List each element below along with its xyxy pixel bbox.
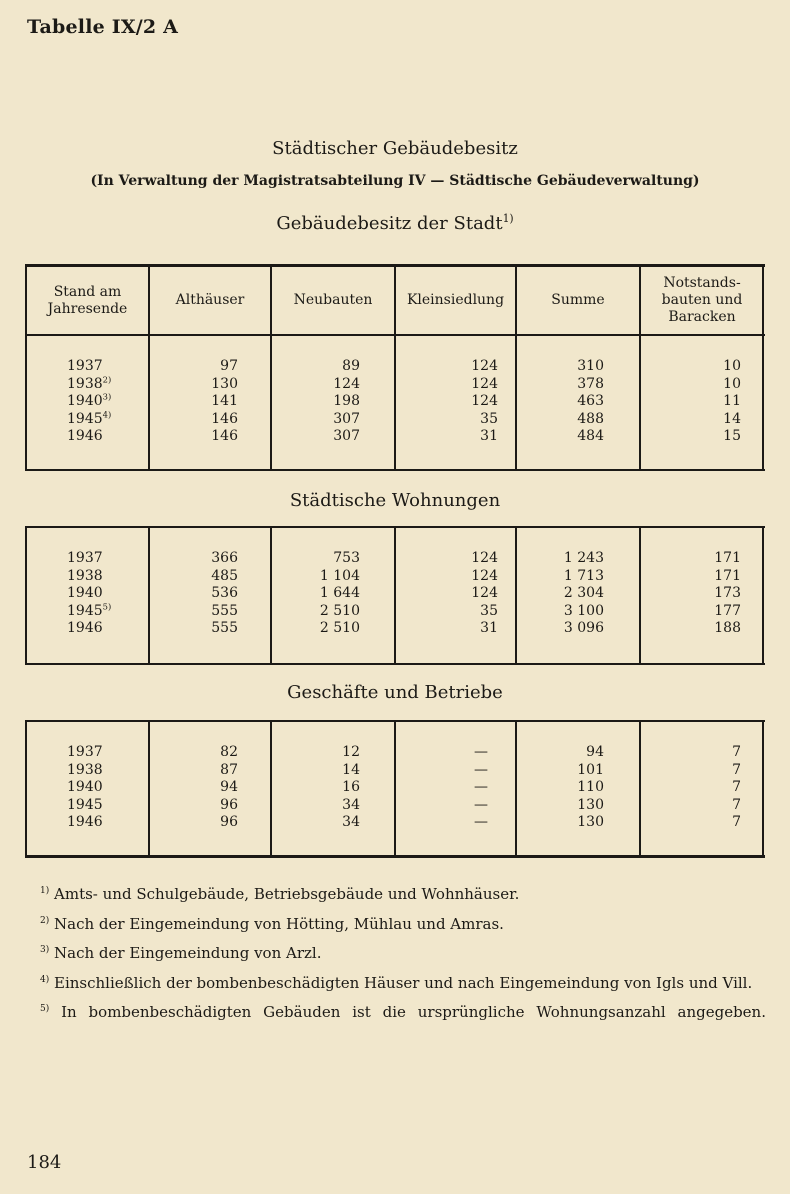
row-neu-value: 34 bbox=[342, 796, 360, 813]
row-neu-value: 1 104 bbox=[319, 567, 360, 584]
row-year-value: 1946 bbox=[67, 620, 103, 637]
row-not-value: 11 bbox=[723, 393, 741, 410]
row-summe-value: 3 096 bbox=[563, 620, 604, 637]
footnote-mark: 1) bbox=[40, 886, 50, 896]
row-klein-value: 124 bbox=[471, 585, 498, 602]
footnote-mark: 2) bbox=[40, 915, 50, 926]
row-klein-value: 35 bbox=[480, 410, 498, 427]
section-title-footnote-mark: 1) bbox=[502, 212, 514, 225]
row-not-value: 10 bbox=[723, 358, 741, 374]
footnote-text: Einschließlich der bombenbeschädigten Häuser und nach Eingemeindung von Igls und Vill. bbox=[49, 973, 753, 992]
row-year-value: 1937 bbox=[67, 550, 103, 566]
row-klein-value: — bbox=[474, 779, 488, 796]
row-year-value: 1940 bbox=[67, 585, 103, 602]
row-alt-value: 536 bbox=[211, 585, 238, 602]
column-header: Notstands- bauten und Baracken bbox=[661, 275, 743, 325]
section-band-title: Städtische Wohnungen bbox=[289, 490, 501, 511]
row-neu-value: 124 bbox=[333, 375, 360, 392]
row-klein-value: 124 bbox=[471, 393, 498, 410]
row-year bbox=[67, 603, 111, 620]
row-klein-value: 31 bbox=[480, 620, 498, 637]
footnote-mark: 3) bbox=[40, 945, 50, 955]
row-year bbox=[67, 814, 103, 831]
row-alt-value: 96 bbox=[220, 796, 238, 813]
row-alt-value: 146 bbox=[211, 410, 238, 427]
row-footnote-mark: 4) bbox=[102, 409, 112, 420]
row-summe-value: 3 100 bbox=[563, 602, 604, 619]
column-header: Kleinsiedlung bbox=[406, 292, 505, 308]
row-summe-value: 94 bbox=[586, 744, 604, 760]
row-not-value: 7 bbox=[732, 779, 741, 796]
row-neu-value: 1 644 bbox=[319, 585, 360, 602]
row-year bbox=[67, 373, 112, 393]
row-year-value: 1940 bbox=[67, 393, 103, 410]
row-neu-value: 16 bbox=[342, 779, 360, 796]
row-year bbox=[67, 762, 103, 779]
section-title bbox=[0, 213, 790, 234]
row-summe-value: 378 bbox=[577, 375, 604, 392]
row-alt-value: 146 bbox=[211, 428, 238, 445]
row-summe-value: 488 bbox=[577, 410, 604, 427]
column-rule bbox=[762, 720, 764, 857]
row-year bbox=[67, 744, 103, 761]
row-year-value: 1945 bbox=[67, 796, 103, 813]
row-alt-value: 485 bbox=[211, 567, 238, 584]
footnotes bbox=[40, 880, 770, 1028]
row-alt-value: 96 bbox=[220, 814, 238, 831]
page-subtitle: (In Verwaltung der Magistratsabteilung IV — Städtische Gebäudeverwaltung) bbox=[90, 173, 700, 189]
row-summe-value: 101 bbox=[577, 761, 604, 778]
row-year-value: 1938 bbox=[67, 375, 103, 392]
row-neu-value: 2 510 bbox=[319, 620, 360, 637]
row-year-value: 1945 bbox=[67, 410, 103, 427]
footnote bbox=[40, 969, 770, 999]
row-alt-value: 87 bbox=[220, 761, 238, 778]
row-year bbox=[67, 620, 103, 637]
row-neu-value: 34 bbox=[342, 814, 360, 831]
row-year bbox=[67, 393, 111, 410]
row-year-value: 1946 bbox=[67, 428, 103, 445]
row-not-value: 7 bbox=[732, 761, 741, 778]
row-klein-value: 124 bbox=[471, 567, 498, 584]
row-footnote-mark: 3) bbox=[102, 391, 112, 402]
row-not-value: 7 bbox=[732, 744, 741, 760]
row-footnote-mark: 5) bbox=[102, 601, 112, 612]
column-header: Stand am Jahresende bbox=[47, 283, 128, 317]
row-klein-value: 35 bbox=[480, 602, 498, 619]
row-year bbox=[67, 428, 103, 445]
row-neu-value: 307 bbox=[333, 410, 360, 427]
row-neu-value: 12 bbox=[342, 744, 360, 760]
row-year bbox=[67, 411, 111, 428]
column-rule bbox=[394, 526, 396, 665]
row-footnote-mark: 2) bbox=[102, 373, 112, 384]
row-alt-value: 94 bbox=[220, 779, 238, 796]
row-summe-value: 1 243 bbox=[563, 550, 604, 566]
row-year-value: 1937 bbox=[67, 744, 103, 760]
row-not-value: 7 bbox=[732, 796, 741, 813]
row-year bbox=[67, 568, 103, 585]
column-header: Althäuser bbox=[175, 292, 245, 308]
row-alt-value: 366 bbox=[211, 550, 238, 566]
data-table bbox=[25, 264, 765, 857]
row-klein-value: 124 bbox=[471, 375, 498, 392]
footnote bbox=[40, 998, 766, 1028]
row-year bbox=[67, 358, 103, 375]
row-neu-value: 307 bbox=[333, 428, 360, 445]
row-not-value: 7 bbox=[732, 814, 741, 831]
row-year-value: 1945 bbox=[67, 602, 103, 619]
row-summe-value: 130 bbox=[577, 796, 604, 813]
column-header: Summe bbox=[551, 292, 605, 308]
row-summe-value: 484 bbox=[577, 428, 604, 445]
footnote-text: Nach der Eingemeindung von Hötting, Mühlau und Amras. bbox=[49, 914, 504, 933]
row-alt-value: 555 bbox=[211, 620, 238, 637]
row-summe-value: 463 bbox=[577, 393, 604, 410]
footnote-text: In bombenbeschädigten Gebäuden ist die ursprüngliche Wohnungsanzahl angegeben. bbox=[49, 1003, 766, 1021]
footnote-mark: 5) bbox=[40, 1004, 50, 1014]
row-summe-value: 1 713 bbox=[563, 567, 604, 584]
table-reference: Tabelle IX/2 A bbox=[27, 16, 179, 38]
row-neu-value: 2 510 bbox=[319, 602, 360, 619]
row-summe-value: 110 bbox=[577, 779, 604, 796]
footnote bbox=[40, 939, 770, 969]
section-band-title: Geschäfte und Betriebe bbox=[287, 682, 503, 703]
row-year bbox=[67, 797, 103, 814]
footnote bbox=[40, 880, 770, 910]
page-number: 184 bbox=[27, 1152, 62, 1173]
row-alt-value: 82 bbox=[220, 744, 238, 760]
page-title: Städtischer Gebäudebesitz bbox=[272, 138, 518, 159]
row-year-value: 1937 bbox=[67, 358, 103, 374]
column-header: Neubauten bbox=[293, 292, 373, 308]
row-neu-value: 753 bbox=[333, 550, 360, 566]
column-rule bbox=[639, 526, 641, 665]
row-not-value: 171 bbox=[714, 567, 741, 584]
row-klein-value: 124 bbox=[471, 550, 498, 566]
row-neu-value: 89 bbox=[342, 358, 360, 374]
row-year-value: 1940 bbox=[67, 779, 103, 796]
row-year-value: 1938 bbox=[67, 761, 103, 778]
row-summe-value: 2 304 bbox=[563, 585, 604, 602]
column-rule bbox=[25, 720, 27, 857]
footnote-mark: 4) bbox=[40, 974, 50, 985]
row-alt-value: 141 bbox=[211, 393, 238, 410]
row-year-value: 1938 bbox=[67, 567, 103, 584]
row-summe-value: 310 bbox=[577, 358, 604, 374]
row-klein-value: — bbox=[474, 761, 488, 778]
row-year bbox=[67, 779, 103, 796]
row-not-value: 188 bbox=[714, 620, 741, 637]
row-alt-value: 130 bbox=[211, 375, 238, 392]
footnote bbox=[40, 910, 770, 940]
row-year-value: 1946 bbox=[67, 814, 103, 831]
column-rule bbox=[25, 526, 27, 665]
row-neu-value: 14 bbox=[342, 761, 360, 778]
row-klein-value: 31 bbox=[480, 428, 498, 445]
row-klein-value: 124 bbox=[471, 358, 498, 374]
row-klein-value: — bbox=[474, 744, 488, 760]
row-klein-value: — bbox=[474, 814, 488, 831]
row-not-value: 10 bbox=[723, 375, 741, 392]
row-year bbox=[67, 585, 103, 602]
row-not-value: 173 bbox=[714, 585, 741, 602]
row-alt-value: 555 bbox=[211, 602, 238, 619]
row-not-value: 177 bbox=[714, 602, 741, 619]
column-rule bbox=[394, 720, 396, 857]
row-neu-value: 198 bbox=[333, 393, 360, 410]
section-title-text: Gebäudebesitz der Stadt bbox=[276, 213, 503, 234]
column-rule bbox=[639, 720, 641, 857]
column-rule bbox=[762, 526, 764, 665]
row-summe-value: 130 bbox=[577, 814, 604, 831]
row-not-value: 15 bbox=[723, 428, 741, 445]
row-year bbox=[67, 550, 103, 567]
footnote-text: Nach der Eingemeindung von Arzl. bbox=[49, 944, 322, 962]
row-not-value: 171 bbox=[714, 550, 741, 566]
row-alt-value: 97 bbox=[220, 358, 238, 374]
row-klein-value: — bbox=[474, 796, 488, 813]
row-not-value: 14 bbox=[723, 410, 741, 427]
footnote-text: Amts- und Schulgebäude, Betriebsgebäude und Wohnhäuser. bbox=[49, 885, 520, 903]
